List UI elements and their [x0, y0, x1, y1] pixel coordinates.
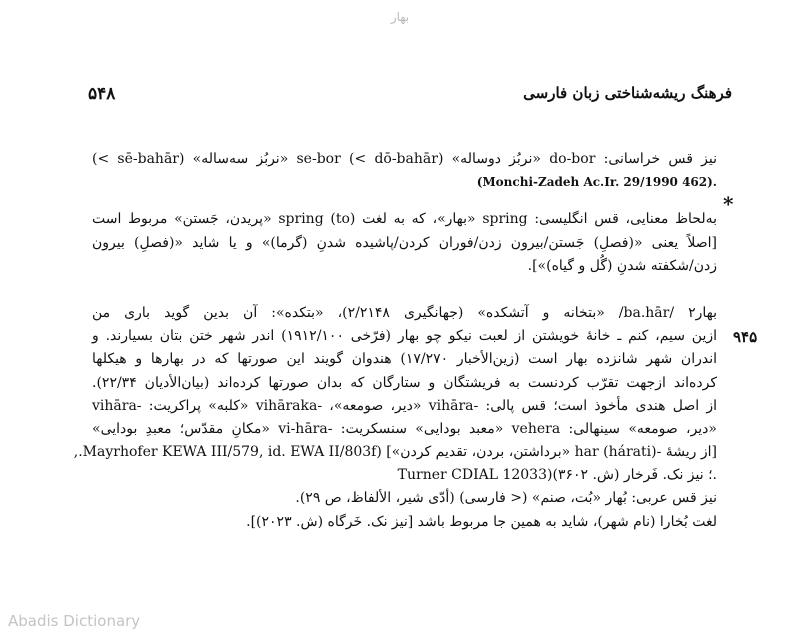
top-word: بهار [390, 10, 410, 24]
text-line: به‌لحاظ معنایی، قس انگلیسی: spring «بهار»، که به لغت (to) spring «پریدن، جَستن» مربوط است [92, 211, 718, 228]
running-header [88, 84, 732, 110]
text-line: نیز قس عربی: بُهار «بُت، صنم» (< فارسی) (أدّی شیر، الألفاظ، ص ۲۹). [295, 490, 717, 507]
page-number: ۵۴۸ [88, 84, 116, 104]
text-line: کرده‌اند ازجهت تقرّب کردنست به فریشتگان و ستارگان که بدان صورتها کرده‌اند (بیان‌الأدیان ۲۲/۳۴). [92, 374, 717, 391]
text-line: زدن/شکفته شدنِ (گُل و گیاه)»]. [527, 257, 717, 274]
text-line: اندران شهر شانزده بهار است (زین‌الأخبار ۱۷/۲۷۰) هندوان گویند این صورتها که در بهارها و هیکلها [92, 351, 717, 368]
watermark: Abadis Dictionary [8, 612, 141, 630]
entry-number: ۹۴۵ [733, 328, 758, 346]
text-line: [از ریشهٔ -har (hárati) «برداشتن، بردن، تقدیم کردن»] (Mayrhofer KEWA III/579, id. EWA II/803f., [73, 444, 717, 461]
text-line: نیز قس خراسانی: do-bor «نربُز دوساله» (dō-bahār >) se-bor «نربُز سه‌ساله» (sē-bahār >) [92, 151, 717, 167]
text-line: بهار۲ /ba.hār/ «بتخانه و آتشکده» (جهانگیری ۲/۲۱۴۸)، «بتکده»: آن بدین گوید باری من [92, 304, 717, 321]
text-line: [اصلاً یعنی «(فصلِ) جَستن/بیرون زدن/فوران کردن/پاشیده شدنِ (گرما)» و یا شاید «(فصلِ) بیرون [92, 234, 717, 251]
asterisk-mark: * [723, 192, 734, 216]
text-line: ازین سیم، کنم ـ خانهٔ خویشتن از لعبت نیکو چو بهار (فرّخی ۱۹۱۲/۱۰۰) اندر شهر ختن بتان بسیارند. و [92, 328, 718, 345]
book-title: فرهنگ ریشه‌شناختی زبان فارسی [523, 84, 732, 102]
text-line: لغت بُخارا (نام شهر)، شاید به همین جا مربوط باشد [نیز نک. خَرگاه (ش. ۲۰۲۳)]. [246, 513, 717, 530]
text-line: «دیر، صومعه» سینهالی: vehera «معبد بودایی» سنسکریت: -vi-hāra «مکانِ مقدّس؛ معبدِ بودایی» [92, 420, 717, 437]
text-line: از اصل هندی مأخوذ است؛ قس پالی: -vihāra «دیر، صومعه»، -vihāraka «کلبه» پراکریت: -vihāra [92, 397, 717, 414]
entry-text [73, 148, 718, 534]
text-line: (Monchi-Zadeh Ac.Ir. 29/1990 462). [476, 175, 717, 190]
text-line: Turner CDIAL 12033)؛ نیز نک. فَرخار (ش. ۳۶۰۲). [397, 467, 717, 484]
